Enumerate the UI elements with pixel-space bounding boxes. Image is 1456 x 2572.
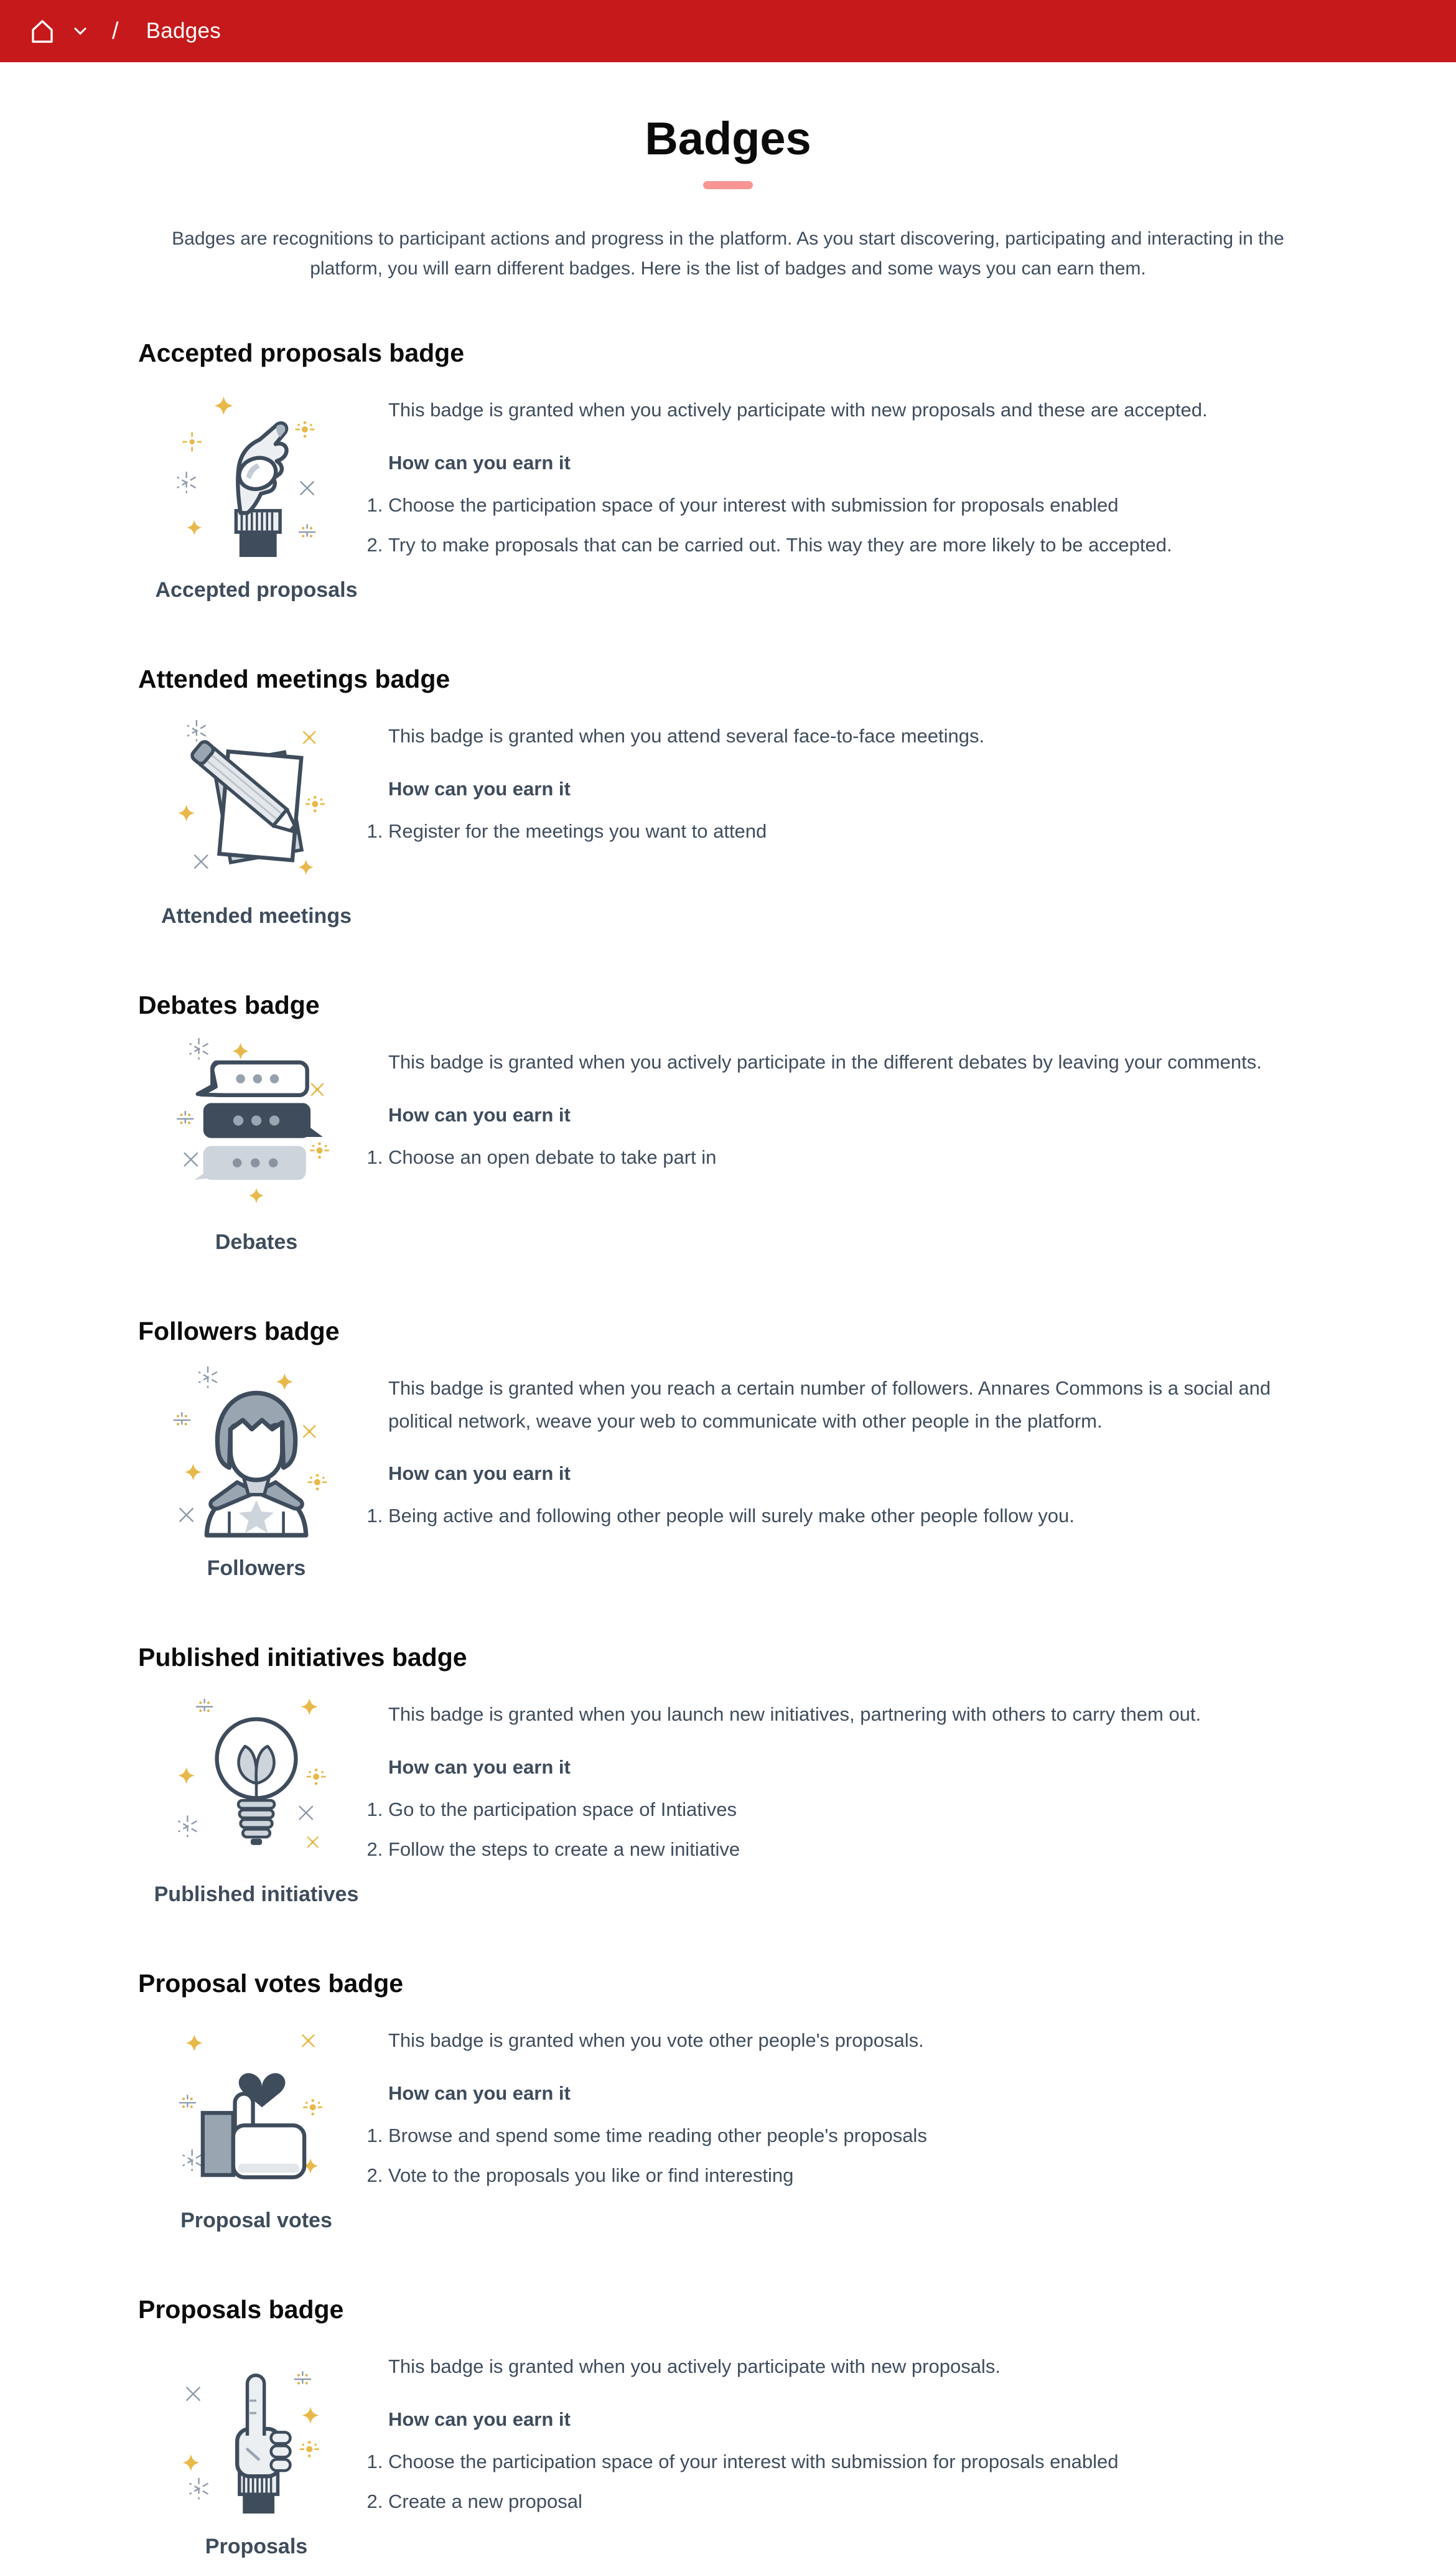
section-heading: Proposal votes badge [138,1969,404,1998]
section-accepted-proposals [138,339,1318,602]
section-proposal-votes [138,1969,1318,2233]
top-navigation-bar [0,0,1456,62]
pencil-paper-icon [172,714,341,883]
page-title: Badges [645,113,811,164]
badge-description: This badge is granted when you vote other people's proposals. [388,2029,924,2051]
earn-steps [363,815,1302,848]
earn-step: 2. Create a new proposal [388,2485,1302,2518]
badge-description: This badge is granted when you reach a certain number of followers. Annares Commons is a social and political network, weave your web to communicate with other people in the platform. [388,1377,1271,1432]
section-heading: Published initiatives badge [138,1643,467,1672]
earn-step: 1. Choose an open debate to take part in [388,1141,1302,1174]
earn-step: 1. Being active and following other people will surely make other people follow you. [388,1500,1302,1533]
section-followers [138,1317,1318,1581]
intro-paragraph: Badges are recognitions to participant actions and progress in the platform. As you start discovering, participating and interacting in the platform, you will earn different badges. Here is the list of badges and some ways you can earn them. [172,228,1284,279]
breadcrumb-separator: / [112,17,119,44]
section-heading: Followers badge [138,1317,340,1345]
earn-steps [363,489,1302,562]
earn-step: 2. Follow the steps to create a new initiative [388,1833,1302,1866]
earn-steps [363,1793,1302,1866]
earn-step: 1. Choose the participation space of your interest with submission for proposals enabled [388,2446,1302,2479]
badge-description: This badge is granted when you actively participate with new proposals. [388,2355,1001,2377]
pointing-hand-icon [172,2344,341,2514]
title-underline [703,181,753,189]
speech-bubbles-icon [172,1040,341,1209]
earn-step: 1. Register for the meetings you want to attend [388,815,1302,848]
earn-heading: How can you earn it [388,1756,571,1778]
badge-caption: Proposals [205,2535,308,2558]
ok-hand-icon [172,388,341,557]
earn-heading: How can you earn it [388,1103,571,1126]
earn-heading: How can you earn it [388,777,571,800]
section-proposals [138,2295,1318,2559]
earn-steps [363,1500,1302,1533]
person-star-icon [172,1366,341,1535]
section-attended-meetings [138,665,1318,928]
badge-description: This badge is granted when you launch new initiatives, partnering with others to carry them out. [388,1703,1202,1725]
home-icon[interactable] [29,17,56,45]
earn-step: 1. Choose the participation space of your interest with submission for proposals enabled [388,489,1302,522]
badge-caption: Accepted proposals [155,578,358,602]
earn-steps [363,2120,1302,2192]
earn-step: 2. Vote to the proposals you like or find interesting [388,2159,1302,2192]
lightbulb-icon [172,1692,341,1861]
section-heading: Proposals badge [138,2295,344,2324]
section-heading: Debates badge [138,991,320,1019]
badge-description: This badge is granted when you attend several face-to-face meetings. [388,725,985,747]
section-debates [138,991,1318,1255]
badge-caption: Published initiatives [154,1882,359,1906]
earn-heading: How can you earn it [388,451,571,474]
badge-caption: Debates [215,1230,298,1254]
badge-description: This badge is granted when you actively participate with new proposals and these are accepted. [388,399,1208,421]
badge-caption: Attended meetings [161,904,352,928]
breadcrumb-current: Badges [146,19,222,43]
earn-step: 2. Try to make proposals that can be carried out. This way they are more likely to be accepted. [388,529,1302,562]
earn-heading: How can you earn it [388,2408,571,2430]
earn-steps [363,1141,1302,1174]
badges-list [138,339,1318,2559]
thumb-up-heart-icon [172,2018,341,2187]
earn-steps [363,2446,1302,2518]
badge-caption: Proposal votes [180,2209,332,2232]
section-heading: Attended meetings badge [138,665,450,693]
badge-description: This badge is granted when you actively participate in the different debates by leaving your comments. [388,1051,1262,1073]
section-heading: Accepted proposals badge [138,339,465,367]
section-published-initiatives [138,1643,1318,1907]
chevron-down-icon[interactable] [73,27,87,35]
earn-heading: How can you earn it [388,2082,571,2104]
earn-heading: How can you earn it [388,1462,571,1485]
earn-step: 1. Go to the participation space of Intiatives [388,1793,1302,1826]
badge-caption: Followers [207,1556,306,1580]
earn-step: 1. Browse and spend some time reading other people's proposals [388,2120,1302,2153]
